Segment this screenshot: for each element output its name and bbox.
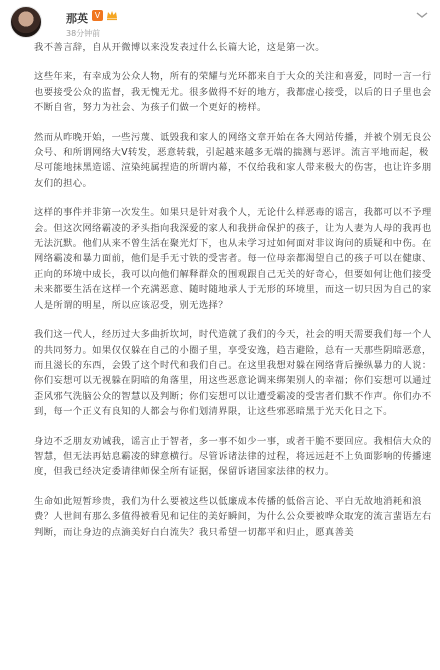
crown-icon — [106, 9, 118, 21]
post-paragraph: 这样的事件并非第一次发生。如果只是针对我个人，无论什么样恶毒的谣言，我都可以不予理会。但这次网络霸凌的矛头指向我深爱的家人和我拼命保护的孩子，让为人妻为人母的我再也无法沉默。他们从来不曾生活在聚光灯下，也从未学习过如何面对非议询问的质疑和中伤。在网络霸凌和暴力面前，他们是手无寸铁的受害者。每一位母亲都渴望自己的孩子可以在健康、正向的环境中成长，我可以向他们解释群众的围观跟自己无关的好奇心，但要如何让他们接受未来都要生活在这样一个充满恶意、随时随地承人于无形的环境里，而这一切只因为自己的家人是所谓的明星，所以应该忍受，别无选择？ — [34, 207, 432, 311]
post-paragraph: 然而从昨晚开始，一些污蔑、诋毁我和家人的网络文章开始在各大网站传播，并被个别无良公众号、和所谓网络大V转发，恶意转载，引起越来越多无端的揣测与恶评。流言平地而起，极尽可能地抹黑造谣、渲染纯属捏造的所谓内幕，不仅给我和家人带来极大的伤害，也让许多朋友们的担心。 — [34, 131, 432, 189]
post-header — [10, 6, 430, 40]
post-time: 38分钟前 — [66, 29, 101, 38]
author-name[interactable]: 那英 — [66, 12, 88, 25]
post-paragraph: 生命如此短暂珍贵，我们为什么要被这些以低廉成本传播的低俗言论、平白无故地消耗和浪费？人世间有那么多值得被看见和记住的美好瞬间，为什么公众要被哗众取宠的流言蜚语左右判断，而让身边的点滴美好白白流失？我只希望一切都平和归止，愿真善美 — [34, 495, 432, 538]
post-paragraph: 我不善言辞，自从开微博以来没发表过什么长篇大论，这是第一次。 — [34, 42, 325, 53]
avatar[interactable] — [10, 6, 42, 38]
post-paragraph: 这些年来，有幸成为公众人物，所有的荣耀与光环都来自于大众的关注和喜爱，同时一言一行也要接受公众的监督，我无愧无尤。很多做得不好的地方，我都虚心接受，以后的日子里也会不断自省，努力为社会、为孩子们做一个更好的榜样。 — [34, 71, 432, 114]
chevron-down-icon[interactable] — [414, 10, 430, 20]
post-content — [34, 40, 432, 540]
vip-badge-icon: V — [92, 10, 103, 21]
post-paragraph: 我们这一代人，经历过大多曲折坎坷，时代造就了我们的今天，社会的明天需要我们每一个人的共同努力。如果仅仅躲在自己的小圈子里，享受安逸，趋吉避险，总有一天那些阴暗恶意，而且滋长的东西，会毁了这个时代和我们自己。在这里我想对躲在网络背后操纵暴力的人说：你们妄想可以无视躲在阴暗的角落里，用这些恶意论调来绑架别人的幸福；你们妄想可以通过歪风邪气洗脑公众的智慧以及判断；你们妄想可以让遭受霸凌的受害者们默不作声。你们办不到，每一个正义有良知的人都会与你们划清界限，让这些邪恶暗黑于光天化日之下。 — [34, 329, 432, 418]
post-paragraph: 身边不乏朋友劝诫我，谣言止于智者，多一事不如少一事，或者干脆不要回应。我相信大众的智慧，但无法再姑息霸凌的肆意横行。尽管诉诸法律的过程，将远远赶不上负面影响的传播速度，但我已经决定委请律师保全所有证据，保留诉诸国家法律的权力。 — [34, 435, 432, 478]
